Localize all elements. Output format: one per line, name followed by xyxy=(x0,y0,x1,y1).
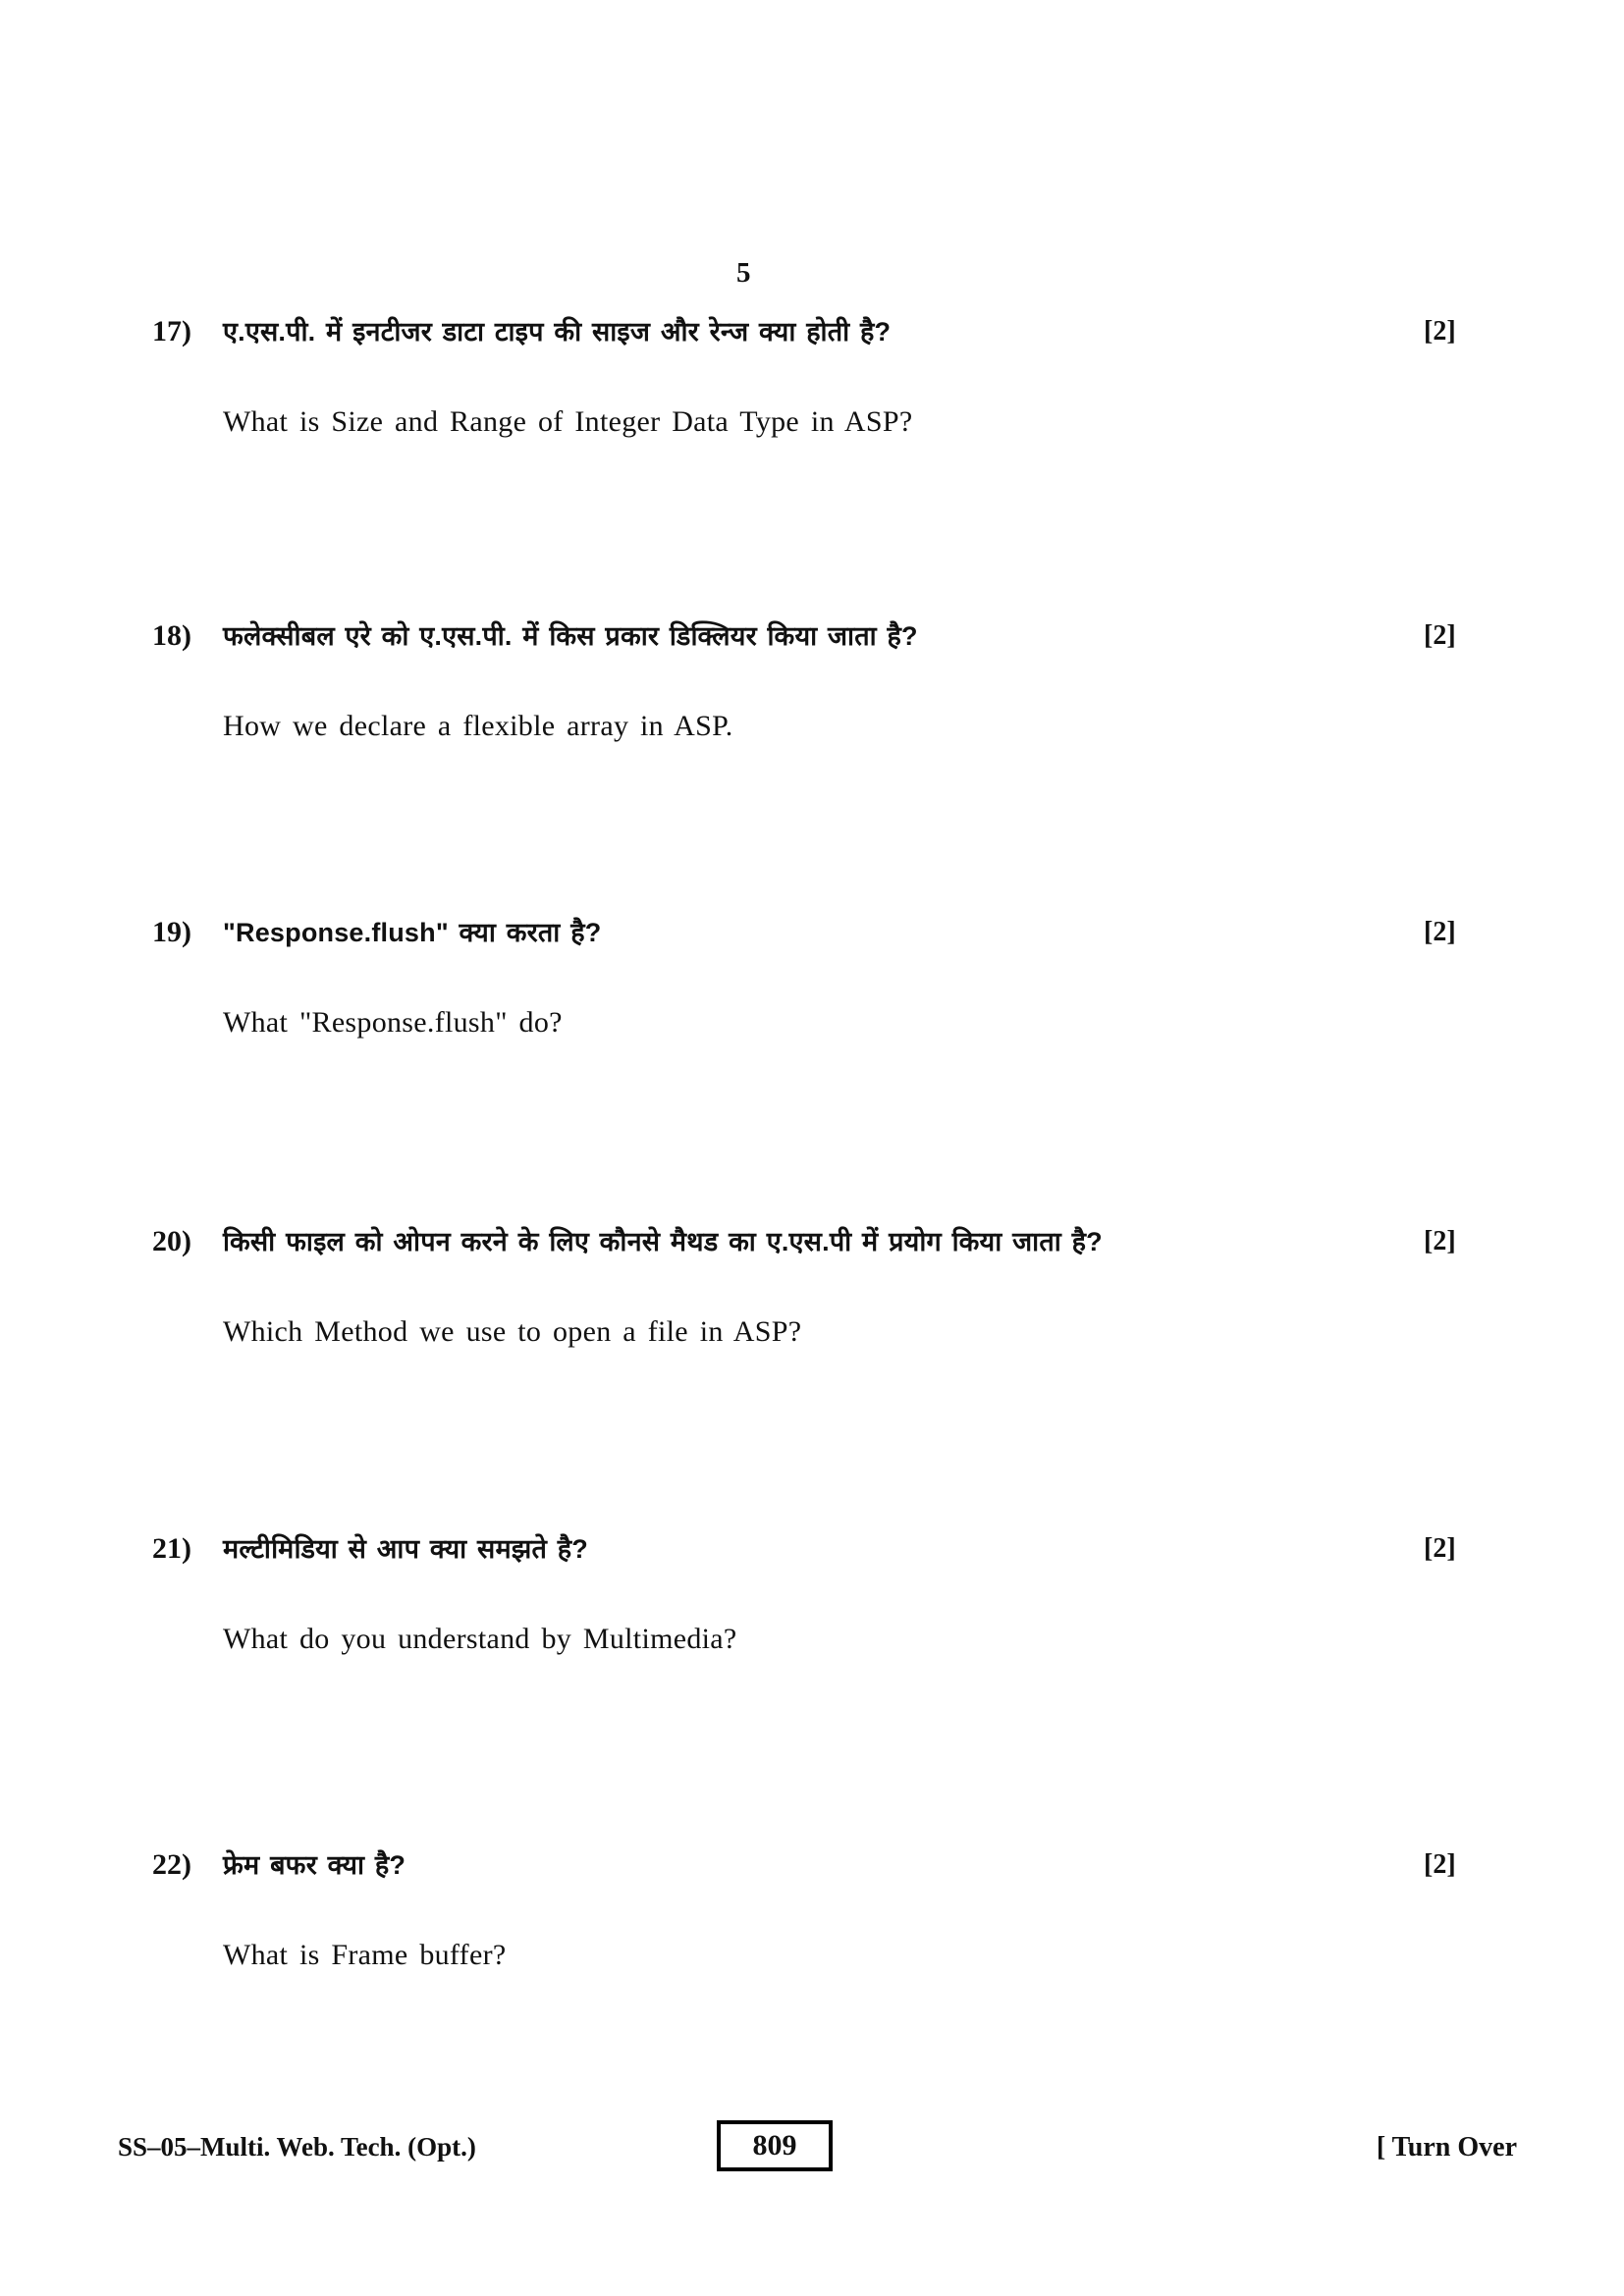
question-text-hindi: फ्रेम बफर क्या है? xyxy=(223,1850,406,1880)
turn-over-label: [ Turn Over xyxy=(1376,2132,1517,2163)
question-marks: [2] xyxy=(1424,1226,1456,1256)
question-text-hindi: "Response.flush" क्या करता है? xyxy=(223,918,602,947)
question-marks: [2] xyxy=(1424,1533,1456,1564)
question-text-english: What is Size and Range of Integer Data Type in ASP? xyxy=(223,405,913,438)
question-number: 17) xyxy=(152,315,191,347)
question-number: 21) xyxy=(152,1532,191,1565)
question-text-hindi: फलेक्सीबल एरे को ए.एस.पी. में किस प्रकार डिक्लियर किया जाता है? xyxy=(223,621,918,651)
page-footer xyxy=(118,2120,1517,2189)
paper-code: SS–05–Multi. Web. Tech. (Opt.) xyxy=(118,2132,476,2162)
question-text-english: Which Method we use to open a file in ASP? xyxy=(223,1315,802,1348)
question-marks: [2] xyxy=(1424,620,1456,651)
question-number: 19) xyxy=(152,916,191,948)
question-marks: [2] xyxy=(1424,316,1456,347)
question-text-english: How we declare a flexible array in ASP. xyxy=(223,710,733,742)
question-marks: [2] xyxy=(1424,1849,1456,1880)
question-text-english: What do you understand by Multimedia? xyxy=(223,1623,737,1655)
page-number: 5 xyxy=(736,257,751,289)
page-content xyxy=(118,0,1517,2296)
question-marks: [2] xyxy=(1424,917,1456,947)
serial-number-box: 809 xyxy=(717,2120,833,2171)
question-text-hindi: मल्टीमिडिया से आप क्या समझते है? xyxy=(223,1534,588,1564)
question-text-hindi: ए.एस.पी. में इनटीजर डाटा टाइप की साइज और रेन्ज क्या होती है? xyxy=(223,317,892,347)
question-text-english: What "Response.flush" do? xyxy=(223,1006,563,1039)
question-text-english: What is Frame buffer? xyxy=(223,1939,507,1971)
question-number: 18) xyxy=(152,619,191,652)
question-text-hindi: किसी फाइल को ओपन करने के लिए कौनसे मैथड का ए.एस.पी में प्रयोग किया जाता है? xyxy=(223,1227,1103,1256)
question-number: 20) xyxy=(152,1225,191,1257)
question-number: 22) xyxy=(152,1848,191,1881)
